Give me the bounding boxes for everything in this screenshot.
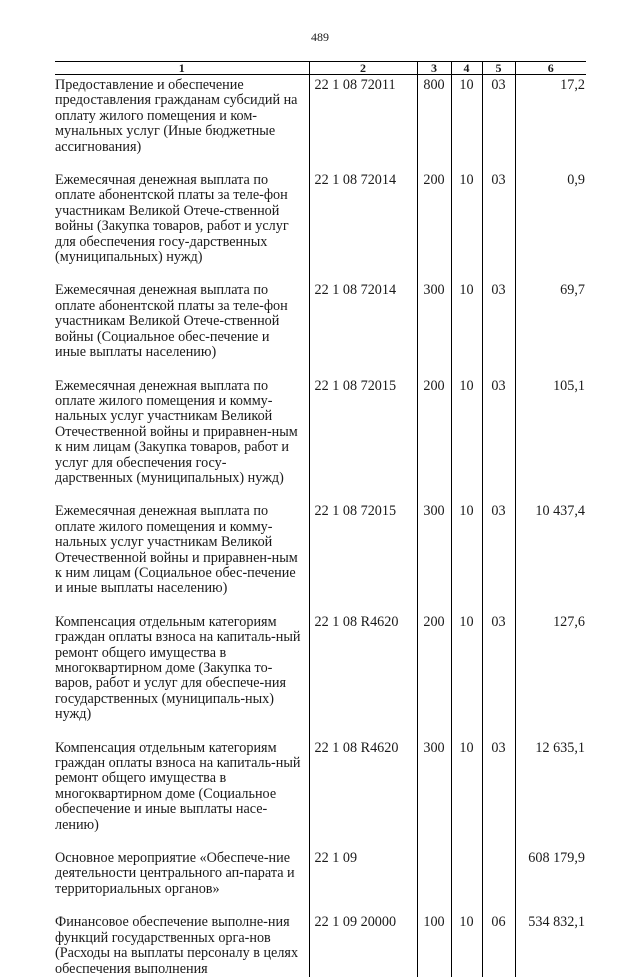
row-code: 22 1 08 72014 [309,280,417,360]
row-amount: 0,9 [515,170,586,265]
row-code: 22 1 09 [309,848,417,897]
table-row [55,738,586,833]
row-code: 22 1 08 72015 [309,501,417,596]
page-number: 489 [311,30,329,44]
row-spacer [55,265,586,280]
row-spacer [55,723,586,738]
row-col5: 03 [482,738,515,833]
row-code: 22 1 08 72014 [309,170,417,265]
row-amount: 12 635,1 [515,738,586,833]
row-col4: 10 [451,376,482,487]
row-col5: 03 [482,75,515,156]
row-code: 22 1 08 R4620 [309,612,417,723]
row-amount: 534 832,1 [515,912,586,977]
column-header-3: 3 [417,62,451,75]
row-col3: 200 [417,612,451,723]
row-spacer [55,155,586,170]
budget-table [55,61,586,977]
table-row [55,280,586,360]
column-header-5: 5 [482,62,515,75]
row-amount: 105,1 [515,376,586,487]
column-header-4: 4 [451,62,482,75]
table-row [55,75,586,156]
row-code: 22 1 09 20000 [309,912,417,977]
row-col4: 10 [451,738,482,833]
row-spacer [55,361,586,376]
table-row [55,376,586,487]
row-col4: 10 [451,612,482,723]
row-name: Компенсация отдельным категориям граждан оплаты взноса на капиталь-ный ремонт общего имущества в многоквартирном доме (Социальное обеспечение и иные выплаты насе-лению) [55,738,309,833]
row-amount: 17,2 [515,75,586,156]
row-col5: 03 [482,501,515,596]
table-row [55,170,586,265]
row-col3: 300 [417,501,451,596]
row-amount: 127,6 [515,612,586,723]
row-code: 22 1 08 R4620 [309,738,417,833]
row-name: Ежемесячная денежная выплата по оплате абонентской платы за теле-фон участникам Великой Отече-ственной войны (Социальное обес-печение и иные выплаты населению) [55,280,309,360]
table-row [55,501,586,596]
row-spacer [55,833,586,848]
row-col3: 200 [417,376,451,487]
row-col4: 10 [451,170,482,265]
table-row [55,612,586,723]
row-spacer [55,597,586,612]
row-name: Финансовое обеспечение выполне-ния функций государственных орга-нов (Расходы на выплаты персоналу в целях обеспечения выполнения [55,912,309,977]
column-header-6: 6 [515,62,586,75]
row-name: Компенсация отдельным категориям граждан оплаты взноса на капиталь-ный ремонт общего имущества в многоквартирном доме (Закупка то-варов, работ и услуг для обеспече-ния государственных (муниципаль-ных) нужд) [55,612,309,723]
row-col4: 10 [451,912,482,977]
row-col4 [451,848,482,897]
header-row [55,62,586,75]
row-col5: 03 [482,612,515,723]
row-col5: 03 [482,376,515,487]
row-name: Ежемесячная денежная выплата по оплате жилого помещения и комму-нальных услуг участникам Великой Отечественной войны и приравнен-ным к ним лицам (Закупка товаров, работ и услуг для обеспечения госу-дарственных (муниципальных) нужд) [55,376,309,487]
row-spacer [55,486,586,501]
row-amount: 69,7 [515,280,586,360]
row-col5: 03 [482,170,515,265]
row-col5 [482,848,515,897]
row-code: 22 1 08 72011 [309,75,417,156]
row-name: Ежемесячная денежная выплата по оплате абонентской платы за теле-фон участникам Великой Отече-ственной войны (Закупка товаров, работ и услуг для обеспечения госу-дарственных (муниципальных) нужд) [55,170,309,265]
row-code: 22 1 08 72015 [309,376,417,487]
column-header-2: 2 [309,62,417,75]
column-header-1: 1 [55,62,309,75]
row-col5: 03 [482,280,515,360]
row-amount: 608 179,9 [515,848,586,897]
row-name: Ежемесячная денежная выплата по оплате жилого помещения и комму-нальных услуг участникам Великой Отечественной войны и приравнен-ным к ним лицам (Социальное обес-печение и иные выплаты населению) [55,501,309,596]
row-col4: 10 [451,280,482,360]
row-amount: 10 437,4 [515,501,586,596]
row-name: Предоставление и обеспечение предоставления гражданам субсидий на оплату жилого помещения и ком-мунальных услуг (Иные бюджетные ассигнования) [55,75,309,156]
table-row [55,848,586,897]
row-col3: 300 [417,738,451,833]
row-col4: 10 [451,501,482,596]
row-col3: 100 [417,912,451,977]
row-col3 [417,848,451,897]
row-col3: 800 [417,75,451,156]
row-name: Основное мероприятие «Обеспече-ние деятельности центрального ап-парата и территориальных органов» [55,848,309,897]
row-col3: 200 [417,170,451,265]
row-col3: 300 [417,280,451,360]
table-row [55,912,586,977]
row-col4: 10 [451,75,482,156]
row-col5: 06 [482,912,515,977]
